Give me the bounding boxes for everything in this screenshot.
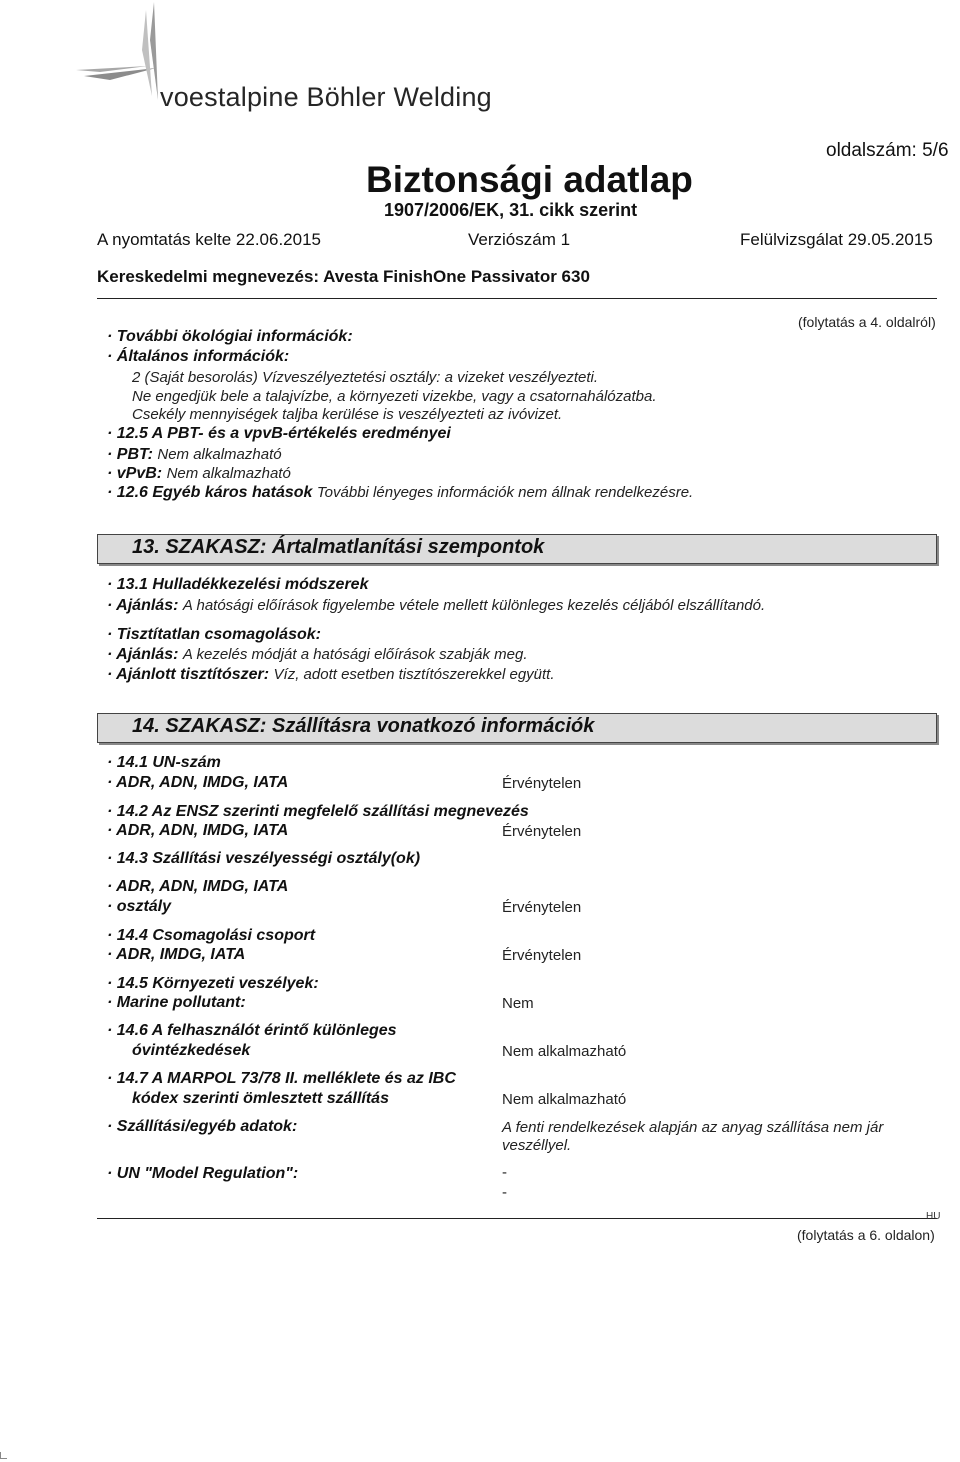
document-title: Biztonsági adatlap xyxy=(366,159,693,200)
product-name: Kereskedelmi megnevezés: Avesta FinishOne Passivator 630 xyxy=(97,267,590,286)
review-date: Felülvizsgálat 29.05.2015 xyxy=(740,230,933,249)
vpvb-row xyxy=(107,465,291,483)
uncleaned-packaging-heading: · Tisztítatlan csomagolások: xyxy=(107,626,321,643)
page-number: oldalszám: 5/6 xyxy=(826,140,949,161)
special-precautions-value: Nem alkalmazható xyxy=(502,1043,627,1060)
recommendation-value: A hatósági előírások figyelembe vétele mellett különleges kezelés céljából elszállítandó. xyxy=(182,597,766,614)
model-regulation-label: · UN "Model Regulation": xyxy=(107,1165,299,1182)
continuation-to: (folytatás a 6. oldalon) xyxy=(797,1227,935,1243)
marine-pollutant-label: · Marine pollutant: xyxy=(107,994,246,1011)
packing-group-heading: · 14.4 Csomagolási csoport xyxy=(107,927,316,944)
other-effects-value: További lényeges információk nem állnak rendelkezésre. xyxy=(316,484,694,501)
waste-methods-heading: · 13.1 Hulladékkezelési módszerek xyxy=(107,576,369,593)
other-effects-label: · 12.6 Egyéb káros hatások xyxy=(107,484,313,501)
model-regulation-value-2: - xyxy=(502,1184,507,1201)
marpol-line1: · 14.7 A MARPOL 73/78 II. melléklete és az IBC xyxy=(107,1070,456,1087)
drinking-water-warning: Csekély mennyiségek taljba kerülése is veszélyezteti az ivóvizet. xyxy=(132,406,563,423)
recommendation-2-label: · Ajánlás: xyxy=(107,646,179,663)
shipping-name-heading: · 14.2 Az ENSZ szerinti megfelelő szállítási megnevezés xyxy=(107,803,529,820)
vpvb-value: Nem alkalmazható xyxy=(166,465,291,482)
page-corner-mark xyxy=(0,1452,7,1459)
hazard-class-modes: · ADR, ADN, IMDG, IATA xyxy=(107,878,289,895)
header-divider xyxy=(97,298,937,299)
recommendation-2-value: A kezelés módját a hatósági előírások szabják meg. xyxy=(182,646,528,663)
cleaning-agent-label: · Ajánlott tisztítószer: xyxy=(107,666,270,683)
company-brand: voestalpine Böhler Welding xyxy=(160,82,492,112)
hazard-class-heading: · 14.3 Szállítási veszélyességi osztály(ok) xyxy=(107,850,421,867)
special-precautions-line1: · 14.6 A felhasználót érintő különleges xyxy=(107,1022,397,1039)
continuation-from: (folytatás a 4. oldalról) xyxy=(798,314,936,330)
marpol-line2: kódex szerinti ömlesztett szállítás xyxy=(132,1090,389,1107)
packing-group-value: Érvénytelen xyxy=(502,947,582,964)
un-number-heading: · 14.1 UN-szám xyxy=(107,754,221,771)
pbt-value: Nem alkalmazható xyxy=(157,446,282,463)
class-label: · osztály xyxy=(107,898,172,915)
transport-other-label: · Szállítási/egyéb adatok: xyxy=(107,1118,298,1135)
recommendation-2-row xyxy=(107,646,528,664)
env-hazards-heading: · 14.5 Környezeti veszélyek: xyxy=(107,975,319,992)
groundwater-warning: Ne engedjük bele a talajvízbe, a környezeti vizekbe, vagy a csatornahálózatba. xyxy=(132,388,657,405)
pbt-row xyxy=(107,446,282,464)
cleaning-agent-row xyxy=(107,666,555,684)
pbt-label: · PBT: xyxy=(107,446,153,463)
section-14-title: 14. SZAKASZ: Szállításra vonatkozó információk xyxy=(132,715,595,737)
section-14-header xyxy=(97,713,937,743)
marpol-value: Nem alkalmazható xyxy=(502,1091,627,1108)
version-number: Verziószám 1 xyxy=(468,230,571,249)
un-number-modes: · ADR, ADN, IMDG, IATA xyxy=(107,774,289,791)
model-regulation-value-1: - xyxy=(502,1164,507,1181)
packing-group-modes: · ADR, IMDG, IATA xyxy=(107,946,246,963)
language-code: HU xyxy=(926,1211,941,1222)
section-13-header xyxy=(97,534,937,564)
other-effects-row xyxy=(107,484,693,502)
further-eco-info-heading: · További ökológiai információk: xyxy=(107,328,353,345)
recommendation-label: · Ajánlás: xyxy=(107,597,179,614)
general-info-heading: · Általános információk: xyxy=(107,348,290,365)
pbt-heading: · 12.5 A PBT- és a vpvB-értékelés eredményei xyxy=(107,425,451,442)
transport-other-value-line2: veszéllyel. xyxy=(502,1137,572,1154)
recommendation-row xyxy=(107,597,765,615)
marine-pollutant-value: Nem xyxy=(502,995,534,1012)
print-date: A nyomtatás kelte 22.06.2015 xyxy=(97,230,321,249)
footer-divider xyxy=(97,1218,937,1219)
un-number-value: Érvénytelen xyxy=(502,775,582,792)
section-13-title: 13. SZAKASZ: Ártalmatlanítási szempontok xyxy=(132,536,545,558)
special-precautions-line2: óvintézkedések xyxy=(132,1042,251,1059)
shipping-name-modes: · ADR, ADN, IMDG, IATA xyxy=(107,822,289,839)
transport-other-value-line1: A fenti rendelkezések alapján az anyag szállítása nem jár xyxy=(502,1119,884,1136)
cleaning-agent-value: Víz, adott esetben tisztítószerekkel együtt. xyxy=(273,666,555,683)
document-subtitle: 1907/2006/EK, 31. cikk szerint xyxy=(384,200,638,220)
shipping-name-value: Érvénytelen xyxy=(502,823,582,840)
vpvb-label: · vPvB: xyxy=(107,465,163,482)
class-value: Érvénytelen xyxy=(502,899,582,916)
water-hazard-class: 2 (Saját besorolás) Vízveszélyeztetési osztály: a vizeket veszélyezteti. xyxy=(132,369,599,386)
